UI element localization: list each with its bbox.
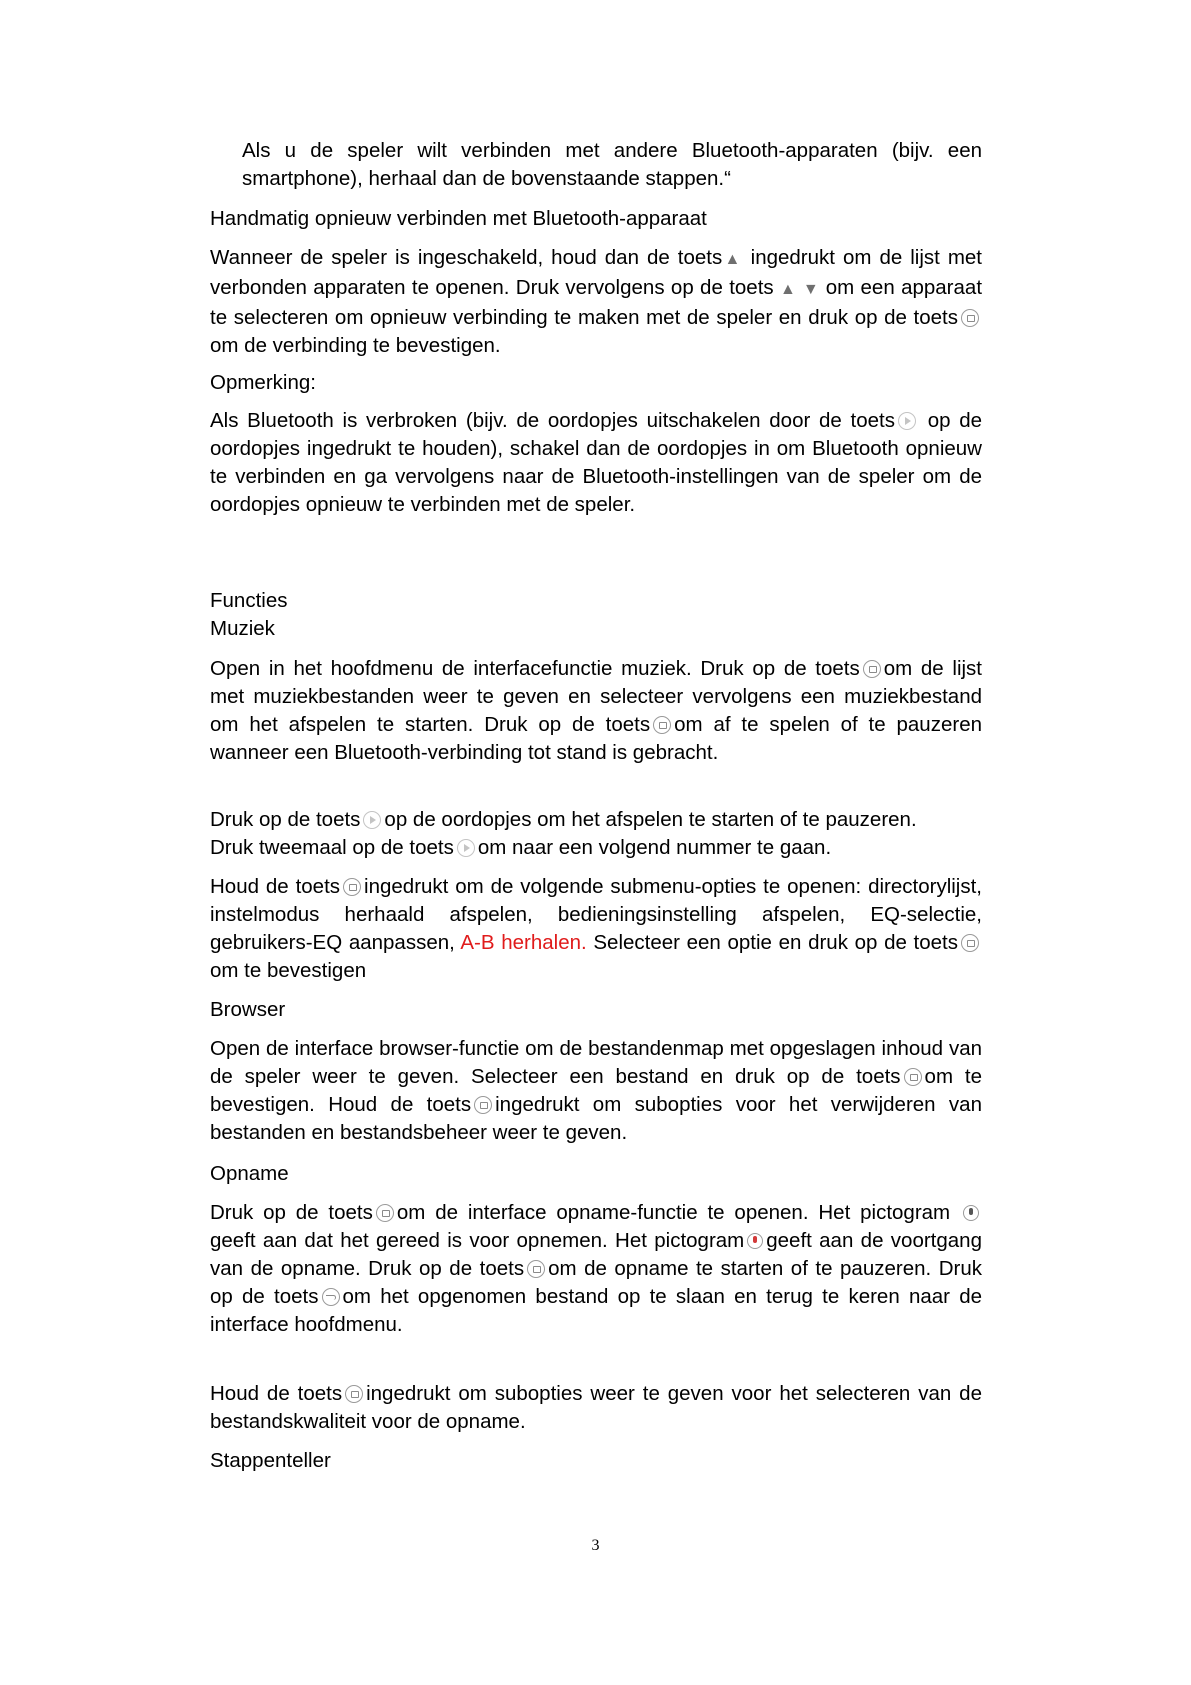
back-button-icon — [322, 1288, 340, 1306]
record-text-e: om de opname te starten of te pauzeren. Druk op de toets — [210, 1257, 982, 1308]
down-arrow-icon: ▼ — [802, 281, 820, 298]
record-heading: Opname — [210, 1162, 289, 1185]
record-text-b: om de interface opname-functie te openen. Het pictogram — [396, 1201, 951, 1224]
reconnect-text-4: om de verbinding te bevestigen. — [210, 334, 501, 357]
ab-repeat-highlight: A-B herhalen. — [460, 931, 587, 954]
functions-heading: Functies — [210, 589, 288, 612]
note-text-2: op de oordopjes ingedrukt te houden), schakel dan de oordopjes in om Bluetooth opnieuw te verbinden en ga vervolgens naar de Bluetooth-instellingen van de speler om de oordopjes opnieuw te verbinden met de speler. — [210, 409, 983, 516]
music-text-1a: Open in het hoofdmenu de interfacefunctie muziek. Druk op de toets — [210, 657, 860, 680]
ok-button-icon — [961, 309, 979, 327]
music-text-2b: op de oordopjes om het afspelen te starten of te pauzeren. — [384, 808, 917, 831]
reconnect-paragraph — [210, 244, 982, 360]
play-button-icon — [363, 811, 381, 829]
ok-button-icon — [343, 878, 361, 896]
music-text-3d: om te bevestigen — [210, 959, 367, 982]
intro-line-1: Als u de speler wilt verbinden met andere Bluetooth-apparaten (bijv. een — [242, 139, 982, 162]
record-text-f: om het opgenomen bestand op te slaan en terug te keren naar de interface hoofdmenu. — [210, 1285, 982, 1336]
pedometer-heading: Stappenteller — [210, 1449, 331, 1472]
ok-button-icon — [376, 1204, 394, 1222]
browser-text-c: ingedrukt om subopties voor het verwijderen van bestanden en bestandsbeheer weer te geven. — [210, 1093, 982, 1144]
intro-line-2: smartphone), herhaal dan de bovenstaande stappen.“ — [242, 167, 731, 190]
music-text-2c: Druk tweemaal op de toets — [210, 836, 454, 859]
record-paragraph-2 — [210, 1380, 982, 1436]
ok-button-icon — [904, 1068, 922, 1086]
play-button-icon — [457, 839, 475, 857]
reconnect-heading: Handmatig opnieuw verbinden met Bluetooth-apparaat — [210, 207, 707, 230]
ok-button-icon — [345, 1385, 363, 1403]
microphone-ready-icon — [963, 1205, 979, 1221]
music-text-3c: Selecteer een optie en druk op de toets — [586, 931, 958, 954]
ok-button-icon — [863, 660, 881, 678]
ok-button-icon — [653, 716, 671, 734]
music-paragraph-2 — [210, 806, 982, 862]
note-paragraph — [210, 407, 982, 519]
ok-button-icon — [527, 1260, 545, 1278]
up-arrow-icon: ▲ — [722, 251, 743, 268]
microphone-recording-icon — [747, 1233, 763, 1249]
ok-button-icon — [961, 934, 979, 952]
music-text-1c: om af te spelen of te pauzeren wanneer een Bluetooth-verbinding tot stand is gebracht. — [210, 713, 982, 764]
reconnect-text-2: ingedrukt om de lijst met verbonden apparaten te openen. Druk vervolgens op de toets — [210, 246, 983, 299]
play-button-icon — [898, 412, 916, 430]
browser-paragraph — [210, 1035, 982, 1147]
browser-text-b: om te bevestigen. Houd de toets — [210, 1065, 982, 1116]
music-text-1b: om de lijst met muziekbestanden weer te geven en selecteer vervolgens een muziekbestand om het afspelen te starten. Druk op de toets — [210, 657, 982, 736]
up-arrow-icon: ▲ — [780, 281, 797, 298]
browser-heading: Browser — [210, 998, 286, 1021]
note-heading: Opmerking: — [210, 371, 316, 394]
browser-text-a: Open de interface browser-functie om de bestandenmap met opgeslagen inhoud van de speler weer te geven. Selecteer een bestand en druk op de toets — [210, 1037, 982, 1088]
record-text-a: Druk op de toets — [210, 1201, 373, 1224]
record-text-2a: Houd de toets — [210, 1382, 343, 1405]
record-text-d: geeft aan de voortgang van de opname. Druk op de toets — [210, 1229, 982, 1280]
reconnect-text-3: om een apparaat te selecteren om opnieuw verbinding te maken met de speler en druk op de toets — [210, 276, 983, 329]
record-text-2b: ingedrukt om subopties weer te geven voor het selecteren van de bestandskwaliteit voor de opname. — [210, 1382, 982, 1433]
note-text-1: Als Bluetooth is verbroken (bijv. de oordopjes uitschakelen door de toets — [210, 409, 895, 432]
music-paragraph-1 — [210, 655, 982, 767]
music-heading: Muziek — [210, 617, 275, 640]
reconnect-text-1: Wanneer de speler is ingeschakeld, houd dan de toets — [210, 246, 723, 269]
intro-paragraph — [242, 137, 982, 193]
ok-button-icon — [474, 1096, 492, 1114]
record-paragraph-1 — [210, 1199, 982, 1339]
music-text-3a: Houd de toets — [210, 875, 341, 898]
music-text-2a: Druk op de toets — [210, 808, 361, 831]
record-text-c: geeft aan dat het gereed is voor opnemen. Het pictogram — [210, 1229, 745, 1252]
music-paragraph-3 — [210, 873, 982, 985]
music-text-2d: om naar een volgend nummer te gaan. — [477, 836, 832, 859]
page-number: 3 — [591, 1537, 600, 1554]
music-text-3b: ingedrukt om de volgende submenu-opties te openen: directorylijst, instelmodus herhaald afspelen, bedieningsinstelling afspelen, EQ-selectie, gebruikers-EQ aanpassen, — [210, 875, 982, 954]
